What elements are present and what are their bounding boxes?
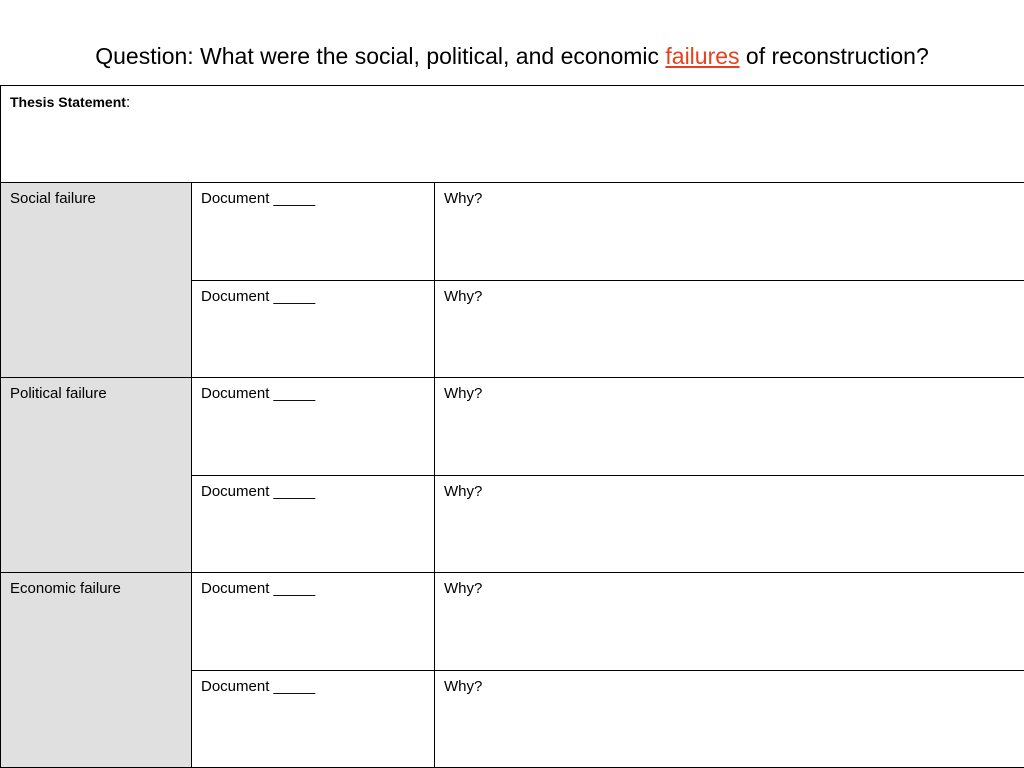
thesis-row [1, 86, 1024, 183]
title-prefix: Question: What were the social, political, and economic [95, 43, 666, 69]
thesis-cell[interactable] [1, 86, 1024, 183]
document-cell[interactable] [192, 670, 435, 768]
why-label: Why? [444, 482, 483, 500]
category-label: Social failure [10, 190, 96, 207]
document-label: Document _____ [201, 482, 316, 500]
document-cell[interactable] [192, 280, 435, 378]
graphic-organizer-table [0, 85, 1024, 768]
table-row [1, 183, 1024, 281]
document-cell[interactable] [192, 573, 435, 671]
thesis-colon: : [125, 94, 131, 111]
why-label: Why? [444, 190, 483, 207]
title-highlight-word: failures [665, 43, 740, 69]
document-label: Document _____ [201, 580, 316, 597]
document-label: Document _____ [201, 287, 316, 305]
why-label: Why? [444, 385, 483, 402]
page-title [0, 38, 1024, 74]
category-label: Political failure [10, 385, 107, 402]
why-label: Why? [444, 287, 483, 305]
why-label: Why? [444, 580, 483, 597]
table-row [1, 573, 1024, 671]
category-cell-social [1, 183, 192, 378]
category-cell-political [1, 378, 192, 573]
why-cell[interactable] [435, 280, 1024, 378]
document-cell[interactable] [192, 183, 435, 281]
table-row [1, 378, 1024, 476]
category-cell-economic [1, 573, 192, 768]
why-label: Why? [444, 677, 483, 695]
document-cell[interactable] [192, 378, 435, 476]
category-label: Economic failure [10, 580, 121, 597]
thesis-label: Thesis Statement [10, 94, 126, 110]
title-suffix: of reconstruction? [739, 43, 929, 69]
document-label: Document _____ [201, 385, 316, 402]
why-cell[interactable] [435, 573, 1024, 671]
why-cell[interactable] [435, 183, 1024, 281]
why-cell[interactable] [435, 670, 1024, 768]
document-label: Document _____ [201, 677, 316, 695]
why-cell[interactable] [435, 475, 1024, 573]
document-cell[interactable] [192, 475, 435, 573]
document-label: Document _____ [201, 190, 316, 207]
why-cell[interactable] [435, 378, 1024, 476]
